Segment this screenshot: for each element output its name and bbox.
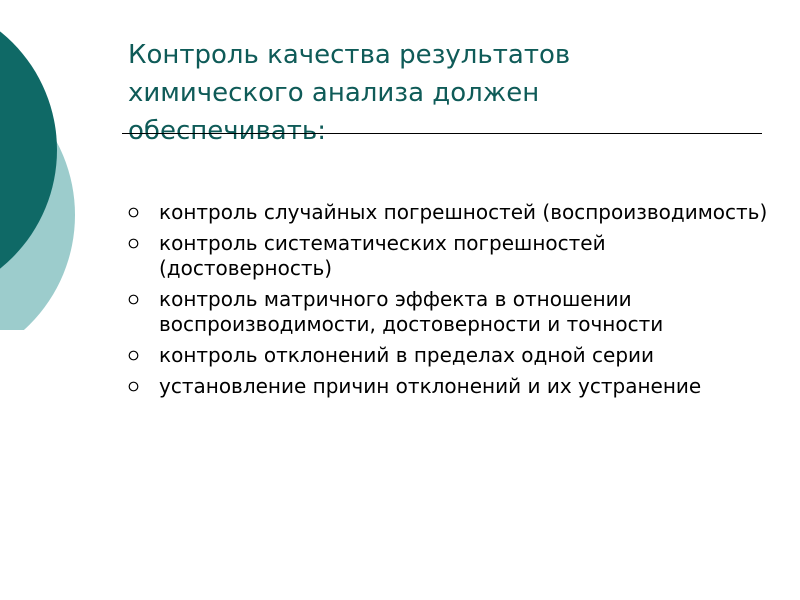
- bullet-item: [128, 343, 778, 368]
- hollow-circle-icon: [128, 381, 139, 392]
- bullet-list: [128, 200, 778, 405]
- hollow-circle-icon: [128, 207, 139, 218]
- decorative-circles: [0, 0, 120, 330]
- hollow-circle-icon: [128, 350, 139, 361]
- bullet-text: контроль матричного эффекта в отношении воспроизводимости, достоверности и точности: [159, 287, 664, 336]
- slide-title: Контроль качества результатов химического анализа должен обеспечивать:: [128, 40, 571, 146]
- bullet-item: [128, 231, 778, 281]
- hollow-circle-icon: [128, 238, 139, 249]
- bullet-item: [128, 287, 778, 337]
- bullet-text: контроль систематических погрешностей (достоверность): [159, 231, 606, 280]
- bullet-item: [128, 200, 778, 225]
- bullet-item: [128, 374, 778, 399]
- bullet-text: контроль отклонений в пределах одной серии: [159, 343, 655, 367]
- bullet-text: установление причин отклонений и их устранение: [159, 374, 702, 398]
- bullet-text: контроль случайных погрешностей (воспроизводимость): [159, 200, 768, 224]
- hollow-circle-icon: [128, 294, 139, 305]
- title-underline: [122, 133, 762, 134]
